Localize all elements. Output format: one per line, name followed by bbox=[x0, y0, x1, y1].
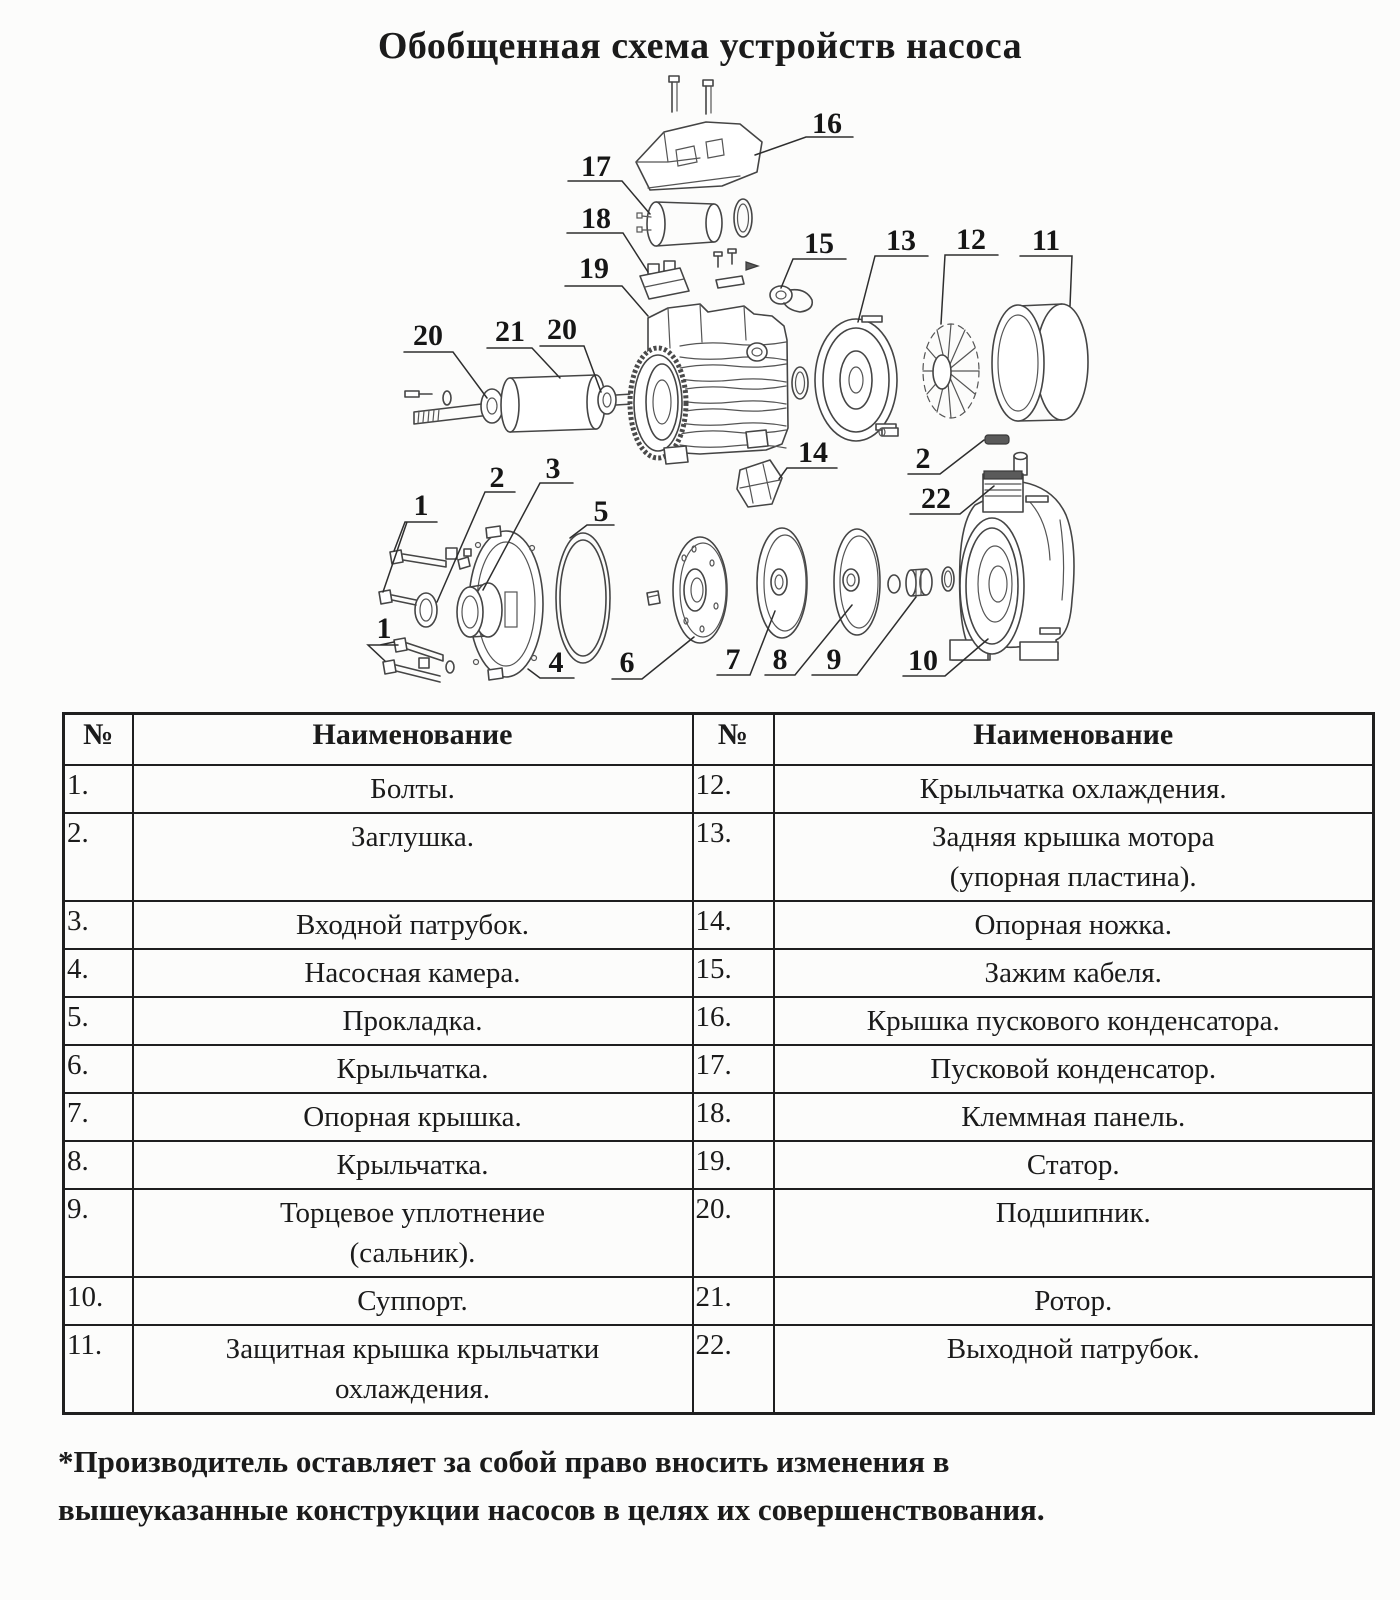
table-row bbox=[64, 997, 1374, 1045]
row-name: Ротор. bbox=[774, 1277, 1374, 1325]
row-no: 7. bbox=[64, 1093, 133, 1141]
row-name: Крышка пускового конденсатора. bbox=[774, 997, 1374, 1045]
callout-plug-front: 2 bbox=[489, 461, 505, 494]
row-name: Пусковой конденсатор. bbox=[774, 1045, 1374, 1093]
row-name: Торцевое уплотнение (сальник). bbox=[133, 1189, 693, 1277]
row-name: Опорная крышка. bbox=[133, 1093, 693, 1141]
row-name: Выходной патрубок. bbox=[774, 1325, 1374, 1413]
row-name: Подшипник. bbox=[774, 1189, 1374, 1277]
row-name: Задняя крышка мотора (упорная пластина). bbox=[774, 813, 1374, 901]
callout-support-cover: 7 bbox=[725, 643, 741, 676]
row-no: 19. bbox=[693, 1141, 774, 1189]
footnote-line-2: вышеуказанные конструкции насосов в целях их совершенствования. bbox=[58, 1492, 1045, 1528]
o-ring-small-icon bbox=[792, 367, 808, 399]
callout-capacitor-cover: 16 bbox=[812, 107, 842, 140]
row-no: 16. bbox=[693, 997, 774, 1045]
row-no: 15. bbox=[693, 949, 774, 997]
callout-pump-chamber: 4 bbox=[548, 646, 564, 679]
header-name-right: Наименование bbox=[774, 714, 1374, 766]
callout-rear-motor-cover: 13 bbox=[886, 224, 916, 257]
plug-front-icon bbox=[415, 593, 437, 627]
table-row bbox=[64, 1277, 1374, 1325]
row-name: Входной патрубок. bbox=[133, 901, 693, 949]
row-no: 20. bbox=[693, 1189, 774, 1277]
callout-impeller: 6 bbox=[619, 646, 635, 679]
row-no: 13. bbox=[693, 813, 774, 901]
table-row bbox=[64, 1093, 1374, 1141]
shaft-nut-icon bbox=[647, 591, 660, 605]
row-name: Болты. bbox=[133, 765, 693, 813]
table-row bbox=[64, 1325, 1374, 1413]
row-name: Статор. bbox=[774, 1141, 1374, 1189]
pump-exploded-diagram bbox=[0, 0, 1400, 705]
terminal-screws-icon bbox=[714, 249, 758, 288]
row-no: 2. bbox=[64, 813, 133, 901]
row-name: Защитная крышка крыльчатки охлаждения. bbox=[133, 1325, 693, 1413]
table-header-row bbox=[64, 714, 1374, 766]
table-row bbox=[64, 813, 1374, 901]
row-no: 9. bbox=[64, 1189, 133, 1277]
callout-terminal-panel: 18 bbox=[581, 202, 611, 235]
footnote bbox=[58, 1438, 1045, 1534]
row-no: 14. bbox=[693, 901, 774, 949]
callout-bearing-rear: 20 bbox=[547, 313, 577, 346]
callout-gasket: 5 bbox=[593, 495, 609, 528]
cooling-impeller-icon bbox=[923, 324, 979, 418]
callout-inlet-pipe: 3 bbox=[545, 452, 561, 485]
row-no: 12. bbox=[693, 765, 774, 813]
starting-capacitor-icon bbox=[637, 202, 722, 246]
row-no: 4. bbox=[64, 949, 133, 997]
o-ring-icon bbox=[734, 199, 752, 237]
table-row bbox=[64, 1141, 1374, 1189]
row-no: 18. bbox=[693, 1093, 774, 1141]
plug-top-icon bbox=[985, 435, 1009, 444]
header-no-right: № bbox=[693, 714, 774, 766]
row-no: 11. bbox=[64, 1325, 133, 1413]
callout-cooling-impeller: 12 bbox=[956, 223, 986, 256]
callout-rotor: 21 bbox=[495, 315, 525, 348]
callout-bolts-upper: 1 bbox=[413, 489, 429, 522]
row-no: 3. bbox=[64, 901, 133, 949]
row-name: Крыльчатка. bbox=[133, 1045, 693, 1093]
row-no: 1. bbox=[64, 765, 133, 813]
support-foot-icon bbox=[737, 460, 782, 507]
callout-support: 10 bbox=[908, 644, 938, 677]
capacitor-cover-icon bbox=[636, 122, 762, 190]
row-name: Опорная ножка. bbox=[774, 901, 1374, 949]
table-row bbox=[64, 901, 1374, 949]
terminal-panel-icon bbox=[640, 261, 689, 299]
outlet-pipe-icon bbox=[983, 471, 1023, 512]
cable-clamp-icon bbox=[770, 286, 812, 312]
callout-outlet-pipe: 22 bbox=[921, 482, 951, 515]
mechanical-seal-icon bbox=[888, 567, 954, 596]
parts-table bbox=[62, 712, 1375, 1415]
row-name: Зажим кабеля. bbox=[774, 949, 1374, 997]
support-cover-icon bbox=[757, 528, 807, 638]
row-no: 8. bbox=[64, 1141, 133, 1189]
table-row bbox=[64, 1189, 1374, 1277]
table-row bbox=[64, 1045, 1374, 1093]
row-name: Насосная камера. bbox=[133, 949, 693, 997]
row-name: Крыльчатка. bbox=[133, 1141, 693, 1189]
callout-plug-top: 2 bbox=[915, 442, 931, 475]
rear-motor-cover-icon bbox=[815, 316, 897, 441]
header-name-left: Наименование bbox=[133, 714, 693, 766]
row-name: Прокладка. bbox=[133, 997, 693, 1045]
row-name: Заглушка. bbox=[133, 813, 693, 901]
row-name: Клеммная панель. bbox=[774, 1093, 1374, 1141]
stator-icon bbox=[630, 304, 788, 464]
callout-mechanical-seal: 9 bbox=[826, 643, 842, 676]
row-no: 5. bbox=[64, 997, 133, 1045]
row-name: Крыльчатка охлаждения. bbox=[774, 765, 1374, 813]
callout-impeller-2: 8 bbox=[772, 643, 788, 676]
impeller-icon bbox=[673, 537, 727, 643]
row-no: 10. bbox=[64, 1277, 133, 1325]
row-name: Суппорт. bbox=[133, 1277, 693, 1325]
cooling-impeller-guard-icon bbox=[992, 304, 1088, 421]
rotor-shaft-icon bbox=[405, 375, 660, 432]
plug-small-icon bbox=[879, 428, 898, 436]
screws-top-icon bbox=[669, 76, 713, 114]
callout-support-foot: 14 bbox=[798, 436, 828, 469]
gasket-icon bbox=[556, 533, 610, 663]
callout-cable-clamp: 15 bbox=[804, 227, 834, 260]
table-row bbox=[64, 949, 1374, 997]
callout-bolts-lower: 1 bbox=[376, 612, 392, 645]
callout-starting-capacitor: 17 bbox=[581, 150, 611, 183]
row-no: 21. bbox=[693, 1277, 774, 1325]
table-row bbox=[64, 765, 1374, 813]
page-title: Обобщенная схема устройств насоса bbox=[377, 25, 1023, 67]
callout-stator: 19 bbox=[579, 252, 609, 285]
callout-impeller-guard: 11 bbox=[1031, 224, 1061, 257]
header-no-left: № bbox=[64, 714, 133, 766]
footnote-line-1: *Производитель оставляет за собой право вносить изменения в bbox=[58, 1444, 950, 1479]
row-no: 17. bbox=[693, 1045, 774, 1093]
row-no: 6. bbox=[64, 1045, 133, 1093]
row-no: 22. bbox=[693, 1325, 774, 1413]
callout-bearing-front: 20 bbox=[413, 319, 443, 352]
